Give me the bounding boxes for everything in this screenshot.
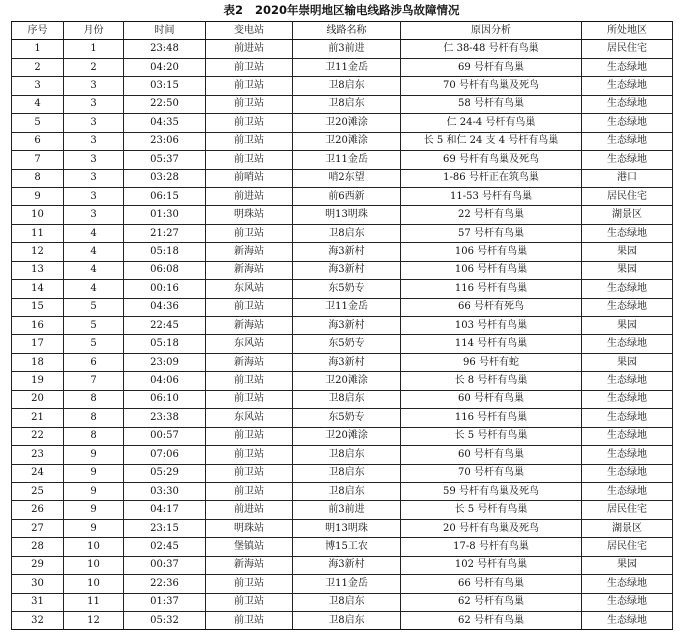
header-line-name: 线路名称 xyxy=(293,22,401,40)
cell-area: 生态绿地 xyxy=(582,482,673,500)
cell-area: 果园 xyxy=(582,556,673,574)
table-row xyxy=(12,538,673,556)
cell-cause: 103 号杆有鸟巢 xyxy=(401,317,582,335)
cell-line-name: 前3前进 xyxy=(293,501,401,519)
cell-area: 生态绿地 xyxy=(582,593,673,611)
cell-substation: 东风站 xyxy=(206,280,293,298)
cell-month: 3 xyxy=(64,132,124,150)
cell-substation: 前卫站 xyxy=(206,298,293,316)
cell-index: 4 xyxy=(12,95,64,113)
cell-line-name: 博15工农 xyxy=(293,538,401,556)
cell-area: 湖景区 xyxy=(582,519,673,537)
cell-time: 23:09 xyxy=(124,353,206,371)
cell-area: 生态绿地 xyxy=(582,77,673,95)
cell-line-name: 卫11金岳 xyxy=(293,298,401,316)
cell-cause: 长 8 号杆有鸟巢 xyxy=(401,372,582,390)
cell-line-name: 卫20滩涂 xyxy=(293,372,401,390)
cell-substation: 前卫站 xyxy=(206,372,293,390)
cell-index: 26 xyxy=(12,501,64,519)
cell-time: 23:15 xyxy=(124,519,206,537)
cell-index: 16 xyxy=(12,317,64,335)
cell-time: 05:37 xyxy=(124,151,206,169)
cell-month: 11 xyxy=(64,593,124,611)
cell-index: 28 xyxy=(12,538,64,556)
cell-month: 4 xyxy=(64,224,124,242)
cell-line-name: 明13明珠 xyxy=(293,519,401,537)
cell-cause: 70 号杆有鸟巢 xyxy=(401,464,582,482)
cell-line-name: 海3新村 xyxy=(293,243,401,261)
cell-line-name: 卫8启东 xyxy=(293,224,401,242)
cell-time: 02:45 xyxy=(124,538,206,556)
cell-area: 生态绿地 xyxy=(582,464,673,482)
cell-index: 5 xyxy=(12,114,64,132)
cell-time: 03:15 xyxy=(124,77,206,95)
cell-substation: 前卫站 xyxy=(206,114,293,132)
caption-label: 表2 xyxy=(223,3,243,17)
table-row xyxy=(12,280,673,298)
cell-month: 10 xyxy=(64,575,124,593)
cell-line-name: 卫8启东 xyxy=(293,77,401,95)
cell-area: 生态绿地 xyxy=(582,280,673,298)
cell-substation: 前卫站 xyxy=(206,593,293,611)
cell-cause: 1-86 号杆正在筑鸟巢 xyxy=(401,169,582,187)
cell-month: 4 xyxy=(64,261,124,279)
cell-line-name: 卫20滩涂 xyxy=(293,132,401,150)
table-row xyxy=(12,612,673,630)
cell-cause: 11-53 号杆有鸟巢 xyxy=(401,187,582,205)
cell-index: 2 xyxy=(12,58,64,76)
cell-time: 03:30 xyxy=(124,482,206,500)
cell-line-name: 前6西新 xyxy=(293,187,401,205)
caption-title: 2020年崇明地区输电线路涉鸟故障情况 xyxy=(255,3,460,17)
table-body xyxy=(12,40,673,630)
cell-substation: 前卫站 xyxy=(206,427,293,445)
cell-area: 居民住宅 xyxy=(582,40,673,58)
cell-cause: 60 号杆有鸟巢 xyxy=(401,446,582,464)
cell-cause: 106 号杆有鸟巢 xyxy=(401,243,582,261)
cell-time: 04:36 xyxy=(124,298,206,316)
header-substation: 变电站 xyxy=(206,22,293,40)
cell-month: 5 xyxy=(64,317,124,335)
cell-month: 9 xyxy=(64,482,124,500)
cell-area: 生态绿地 xyxy=(582,224,673,242)
cell-area: 生态绿地 xyxy=(582,132,673,150)
table-row xyxy=(12,261,673,279)
cell-area: 生态绿地 xyxy=(582,390,673,408)
table-row xyxy=(12,243,673,261)
cell-cause: 22 号杆有鸟巢 xyxy=(401,206,582,224)
cell-index: 9 xyxy=(12,187,64,205)
cell-time: 05:32 xyxy=(124,612,206,630)
cell-cause: 102 号杆有鸟巢 xyxy=(401,556,582,574)
table-row xyxy=(12,206,673,224)
cell-line-name: 海3新村 xyxy=(293,353,401,371)
cell-line-name: 哨2东望 xyxy=(293,169,401,187)
cell-substation: 新海站 xyxy=(206,556,293,574)
cell-area: 生态绿地 xyxy=(582,151,673,169)
cell-substation: 前卫站 xyxy=(206,132,293,150)
cell-month: 8 xyxy=(64,390,124,408)
cell-substation: 前卫站 xyxy=(206,151,293,169)
cell-substation: 前卫站 xyxy=(206,612,293,630)
cell-cause: 66 号杆有死鸟 xyxy=(401,298,582,316)
cell-index: 7 xyxy=(12,151,64,169)
cell-area: 居民住宅 xyxy=(582,187,673,205)
cell-time: 22:50 xyxy=(124,95,206,113)
cell-index: 31 xyxy=(12,593,64,611)
table-row xyxy=(12,501,673,519)
cell-index: 24 xyxy=(12,464,64,482)
header-area: 所处地区 xyxy=(582,22,673,40)
cell-time: 22:45 xyxy=(124,317,206,335)
cell-cause: 仁 24-4 号杆有鸟巢 xyxy=(401,114,582,132)
table-row xyxy=(12,224,673,242)
cell-time: 23:38 xyxy=(124,409,206,427)
cell-time: 00:57 xyxy=(124,427,206,445)
cell-time: 05:18 xyxy=(124,243,206,261)
cell-month: 10 xyxy=(64,556,124,574)
cell-month: 8 xyxy=(64,409,124,427)
table-row xyxy=(12,519,673,537)
table-row xyxy=(12,427,673,445)
cell-line-name: 东5奶专 xyxy=(293,409,401,427)
cell-index: 6 xyxy=(12,132,64,150)
cell-time: 04:35 xyxy=(124,114,206,132)
cell-substation: 前卫站 xyxy=(206,77,293,95)
cell-month: 2 xyxy=(64,58,124,76)
cell-area: 生态绿地 xyxy=(582,409,673,427)
cell-month: 1 xyxy=(64,40,124,58)
cell-index: 11 xyxy=(12,224,64,242)
cell-month: 3 xyxy=(64,95,124,113)
cell-area: 生态绿地 xyxy=(582,95,673,113)
cell-substation: 新海站 xyxy=(206,243,293,261)
cell-cause: 62 号杆有鸟巢 xyxy=(401,612,582,630)
table-row xyxy=(12,575,673,593)
cell-time: 04:06 xyxy=(124,372,206,390)
cell-time: 06:08 xyxy=(124,261,206,279)
cell-month: 5 xyxy=(64,335,124,353)
cell-substation: 新海站 xyxy=(206,353,293,371)
cell-month: 5 xyxy=(64,298,124,316)
cell-cause: 仁 38-48 号杆有鸟巢 xyxy=(401,40,582,58)
table-row xyxy=(12,187,673,205)
cell-index: 18 xyxy=(12,353,64,371)
table-caption xyxy=(0,0,683,20)
table-row xyxy=(12,95,673,113)
cell-time: 05:18 xyxy=(124,335,206,353)
cell-substation: 前进站 xyxy=(206,187,293,205)
cell-cause: 60 号杆有鸟巢 xyxy=(401,390,582,408)
cell-area: 生态绿地 xyxy=(582,298,673,316)
cell-area: 生态绿地 xyxy=(582,612,673,630)
cell-cause: 59 号杆有鸟巢及死鸟 xyxy=(401,482,582,500)
cell-index: 1 xyxy=(12,40,64,58)
cell-substation: 新海站 xyxy=(206,317,293,335)
cell-substation: 前卫站 xyxy=(206,390,293,408)
cell-line-name: 卫8启东 xyxy=(293,390,401,408)
cell-cause: 70 号杆有鸟巢及死鸟 xyxy=(401,77,582,95)
header-cause: 原因分析 xyxy=(401,22,582,40)
cell-cause: 66 号杆有鸟巢 xyxy=(401,575,582,593)
cell-month: 3 xyxy=(64,151,124,169)
table-row xyxy=(12,114,673,132)
header-time: 时间 xyxy=(124,22,206,40)
table-row xyxy=(12,58,673,76)
cell-index: 10 xyxy=(12,206,64,224)
cell-area: 生态绿地 xyxy=(582,58,673,76)
cell-line-name: 卫11金岳 xyxy=(293,151,401,169)
cell-index: 27 xyxy=(12,519,64,537)
cell-line-name: 卫8启东 xyxy=(293,482,401,500)
cell-time: 06:15 xyxy=(124,187,206,205)
cell-time: 23:06 xyxy=(124,132,206,150)
cell-month: 3 xyxy=(64,77,124,95)
cell-time: 04:17 xyxy=(124,501,206,519)
cell-cause: 57 号杆有鸟巢 xyxy=(401,224,582,242)
cell-substation: 前卫站 xyxy=(206,464,293,482)
cell-substation: 前卫站 xyxy=(206,446,293,464)
cell-area: 港口 xyxy=(582,169,673,187)
cell-index: 17 xyxy=(12,335,64,353)
cell-time: 22:36 xyxy=(124,575,206,593)
cell-month: 3 xyxy=(64,187,124,205)
cell-month: 4 xyxy=(64,243,124,261)
cell-cause: 69 号杆有鸟巢及死鸟 xyxy=(401,151,582,169)
cell-time: 06:10 xyxy=(124,390,206,408)
cell-time: 01:30 xyxy=(124,206,206,224)
cell-time: 00:16 xyxy=(124,280,206,298)
table-row xyxy=(12,409,673,427)
cell-line-name: 卫8启东 xyxy=(293,593,401,611)
cell-time: 21:27 xyxy=(124,224,206,242)
cell-time: 04:20 xyxy=(124,58,206,76)
cell-line-name: 东5奶专 xyxy=(293,280,401,298)
cell-cause: 58 号杆有鸟巢 xyxy=(401,95,582,113)
cell-area: 果园 xyxy=(582,243,673,261)
cell-substation: 明珠站 xyxy=(206,519,293,537)
cell-line-name: 卫20滩涂 xyxy=(293,427,401,445)
cell-line-name: 卫8启东 xyxy=(293,446,401,464)
cell-index: 8 xyxy=(12,169,64,187)
cell-month: 6 xyxy=(64,353,124,371)
cell-month: 3 xyxy=(64,114,124,132)
cell-index: 3 xyxy=(12,77,64,95)
cell-line-name: 卫8启东 xyxy=(293,464,401,482)
cell-substation: 前进站 xyxy=(206,501,293,519)
table-row xyxy=(12,317,673,335)
table-row xyxy=(12,556,673,574)
cell-index: 20 xyxy=(12,390,64,408)
cell-cause: 17-8 号杆有鸟巢 xyxy=(401,538,582,556)
cell-month: 12 xyxy=(64,612,124,630)
cell-substation: 前卫站 xyxy=(206,224,293,242)
fault-table xyxy=(11,21,673,630)
cell-line-name: 卫8启东 xyxy=(293,612,401,630)
cell-area: 生态绿地 xyxy=(582,372,673,390)
cell-line-name: 前3前进 xyxy=(293,40,401,58)
cell-line-name: 海3新村 xyxy=(293,261,401,279)
cell-cause: 96 号杆有蛇 xyxy=(401,353,582,371)
table-row xyxy=(12,372,673,390)
cell-month: 9 xyxy=(64,446,124,464)
cell-substation: 新海站 xyxy=(206,261,293,279)
cell-line-name: 海3新村 xyxy=(293,556,401,574)
table-row xyxy=(12,482,673,500)
table-row xyxy=(12,151,673,169)
cell-area: 居民住宅 xyxy=(582,501,673,519)
cell-month: 9 xyxy=(64,501,124,519)
cell-month: 8 xyxy=(64,427,124,445)
cell-line-name: 卫11金岳 xyxy=(293,575,401,593)
cell-index: 22 xyxy=(12,427,64,445)
cell-time: 05:29 xyxy=(124,464,206,482)
cell-area: 生态绿地 xyxy=(582,427,673,445)
cell-month: 9 xyxy=(64,464,124,482)
cell-cause: 62 号杆有鸟巢 xyxy=(401,593,582,611)
table-row xyxy=(12,390,673,408)
cell-index: 14 xyxy=(12,280,64,298)
cell-index: 23 xyxy=(12,446,64,464)
cell-area: 果园 xyxy=(582,317,673,335)
cell-area: 生态绿地 xyxy=(582,446,673,464)
cell-index: 12 xyxy=(12,243,64,261)
cell-time: 23:48 xyxy=(124,40,206,58)
cell-substation: 东风站 xyxy=(206,335,293,353)
cell-index: 30 xyxy=(12,575,64,593)
cell-area: 生态绿地 xyxy=(582,335,673,353)
cell-index: 29 xyxy=(12,556,64,574)
cell-index: 25 xyxy=(12,482,64,500)
cell-area: 居民住宅 xyxy=(582,538,673,556)
table-row xyxy=(12,132,673,150)
cell-line-name: 明13明珠 xyxy=(293,206,401,224)
cell-area: 生态绿地 xyxy=(582,575,673,593)
cell-cause: 116 号杆有鸟巢 xyxy=(401,280,582,298)
cell-month: 3 xyxy=(64,169,124,187)
cell-substation: 堡镇站 xyxy=(206,538,293,556)
cell-cause: 114 号杆有鸟巢 xyxy=(401,335,582,353)
cell-substation: 前卫站 xyxy=(206,575,293,593)
cell-area: 生态绿地 xyxy=(582,114,673,132)
table-row xyxy=(12,593,673,611)
cell-month: 4 xyxy=(64,280,124,298)
table-row xyxy=(12,169,673,187)
cell-substation: 明珠站 xyxy=(206,206,293,224)
cell-line-name: 卫20滩涂 xyxy=(293,114,401,132)
table-row xyxy=(12,40,673,58)
cell-line-name: 东5奶专 xyxy=(293,335,401,353)
cell-index: 19 xyxy=(12,372,64,390)
cell-substation: 前哨站 xyxy=(206,169,293,187)
cell-cause: 69 号杆有鸟巢 xyxy=(401,58,582,76)
cell-index: 32 xyxy=(12,612,64,630)
cell-cause: 长 5 和仁 24 支 4 号杆有鸟巢 xyxy=(401,132,582,150)
table-row xyxy=(12,464,673,482)
cell-time: 01:37 xyxy=(124,593,206,611)
cell-month: 3 xyxy=(64,206,124,224)
cell-area: 果园 xyxy=(582,353,673,371)
cell-time: 03:28 xyxy=(124,169,206,187)
table-row xyxy=(12,298,673,316)
header-row xyxy=(12,22,673,40)
cell-time: 07:06 xyxy=(124,446,206,464)
table-row xyxy=(12,353,673,371)
cell-substation: 前卫站 xyxy=(206,482,293,500)
cell-month: 10 xyxy=(64,538,124,556)
cell-line-name: 卫11金岳 xyxy=(293,58,401,76)
cell-substation: 前卫站 xyxy=(206,58,293,76)
cell-area: 果园 xyxy=(582,261,673,279)
cell-index: 15 xyxy=(12,298,64,316)
cell-index: 21 xyxy=(12,409,64,427)
cell-cause: 长 5 号杆有鸟巢 xyxy=(401,501,582,519)
table-row xyxy=(12,446,673,464)
header-index: 序号 xyxy=(12,22,64,40)
cell-substation: 东风站 xyxy=(206,409,293,427)
table-row xyxy=(12,77,673,95)
cell-cause: 116 号杆有鸟巢 xyxy=(401,409,582,427)
cell-cause: 20 号杆有鸟巢及死鸟 xyxy=(401,519,582,537)
header-month: 月份 xyxy=(64,22,124,40)
cell-substation: 前进站 xyxy=(206,40,293,58)
cell-month: 7 xyxy=(64,372,124,390)
cell-cause: 106 号杆有鸟巢 xyxy=(401,261,582,279)
cell-area: 湖景区 xyxy=(582,206,673,224)
table-row xyxy=(12,335,673,353)
cell-month: 9 xyxy=(64,519,124,537)
cell-cause: 长 5 号杆有鸟巢 xyxy=(401,427,582,445)
cell-time: 00:37 xyxy=(124,556,206,574)
cell-index: 13 xyxy=(12,261,64,279)
cell-substation: 前卫站 xyxy=(206,95,293,113)
cell-line-name: 卫8启东 xyxy=(293,95,401,113)
cell-line-name: 海3新村 xyxy=(293,317,401,335)
